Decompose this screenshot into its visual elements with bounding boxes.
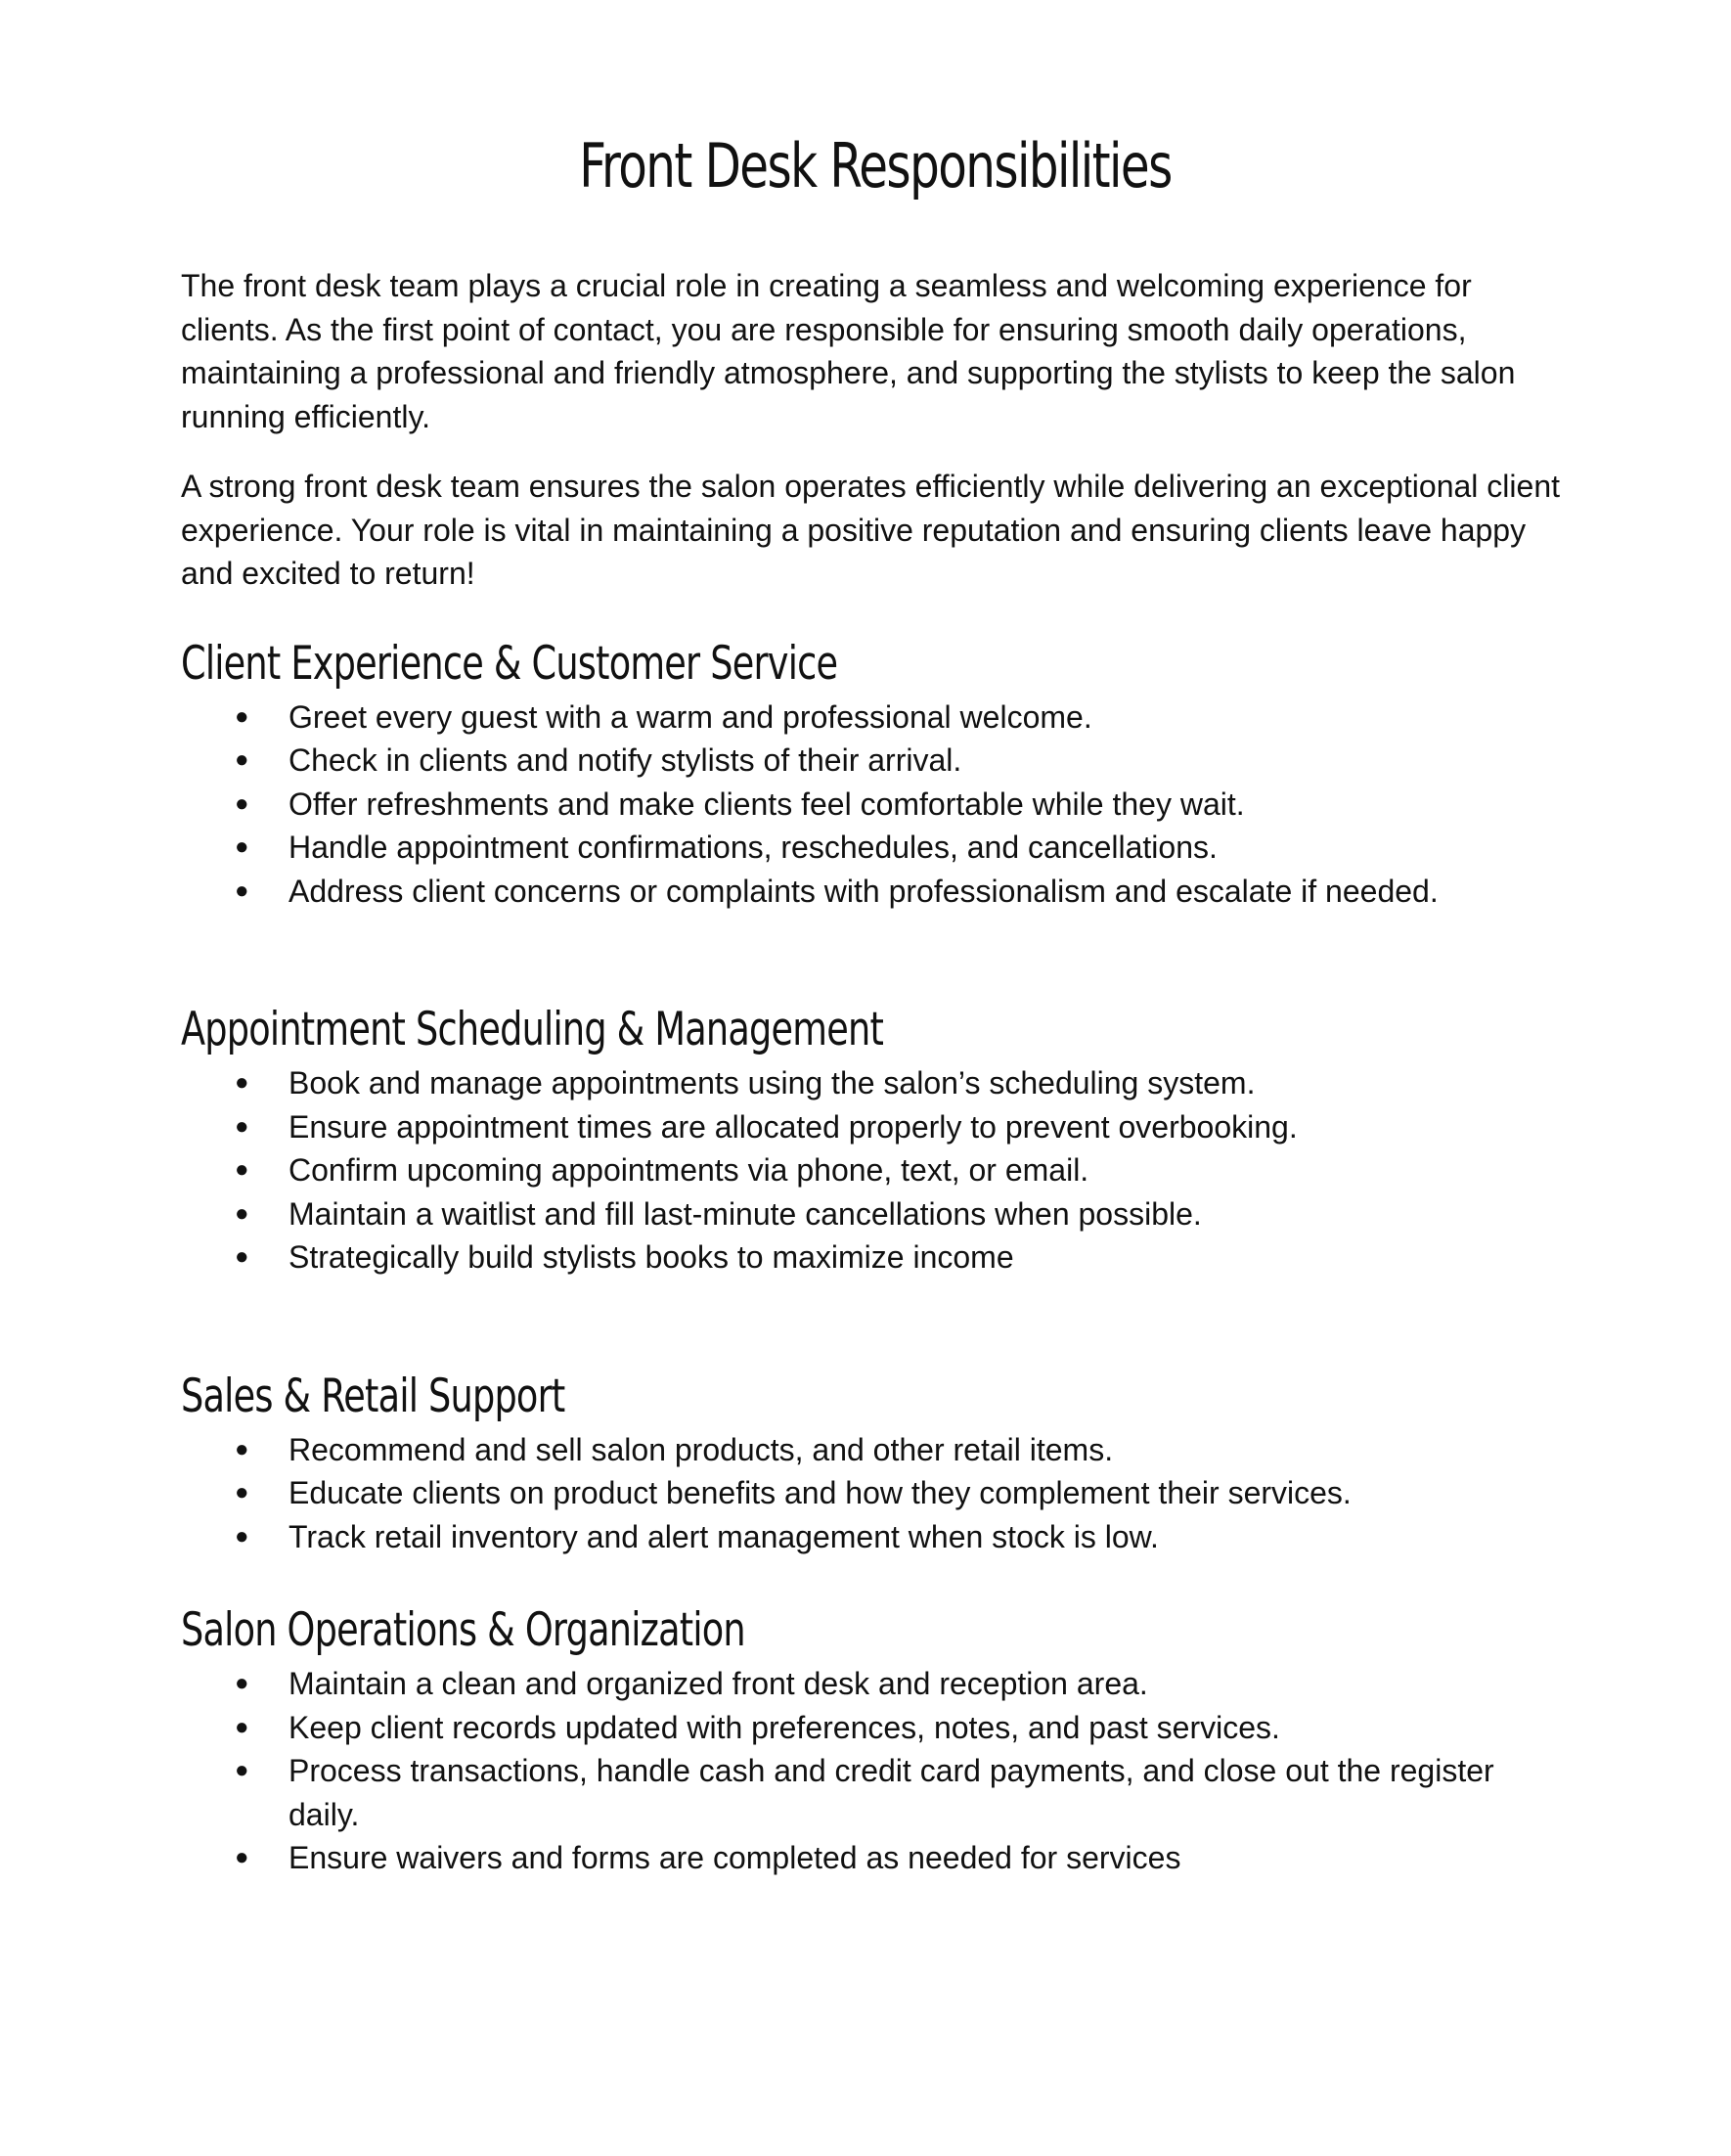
section-heading: Appointment Scheduling & Management bbox=[181, 1003, 884, 1056]
intro-paragraph: The front desk team plays a crucial role in creating a seamless and welcoming experience for clients. As the first point of contact, you are responsible for ensuring smooth daily operations, maintaining a professional and friendly atmosphere, and supporting the stylists to keep the salon running efficiently. bbox=[181, 268, 1516, 434]
bullet-icon: ● bbox=[235, 833, 249, 860]
list-item bbox=[181, 1662, 1570, 1706]
list-item-text: Handle appointment confirmations, reschedules, and cancellations. bbox=[288, 830, 1218, 865]
list-item-text: Offer refreshments and make clients feel comfortable while they wait. bbox=[288, 786, 1245, 822]
list-item-text: Strategically build stylists books to maximize income bbox=[288, 1239, 1014, 1275]
bullet-icon: ● bbox=[235, 876, 249, 904]
list-item-text: Educate clients on product benefits and how they complement their services. bbox=[288, 1475, 1352, 1510]
bullet-icon: ● bbox=[235, 1156, 249, 1183]
bullet-icon: ● bbox=[235, 1844, 249, 1870]
section-heading: Sales & Retail Support bbox=[181, 1369, 565, 1423]
bullet-list bbox=[181, 1662, 1570, 1880]
section-heading: Client Experience & Customer Service bbox=[181, 636, 838, 691]
list-item bbox=[181, 1148, 1570, 1192]
list-item bbox=[181, 783, 1570, 827]
list-item-text: Address client concerns or complaints with professionalism and escalate if needed. bbox=[288, 873, 1439, 909]
section-salon-operations bbox=[181, 1599, 1570, 1880]
bullet-icon: ● bbox=[235, 746, 249, 773]
bullet-list bbox=[181, 696, 1570, 914]
list-item bbox=[181, 1428, 1570, 1472]
bullet-list bbox=[181, 1061, 1570, 1280]
intro bbox=[181, 264, 1570, 596]
section-client-experience bbox=[181, 633, 1570, 914]
list-item-text: Book and manage appointments using the salon’s scheduling system. bbox=[288, 1065, 1256, 1100]
page-title: Front Desk Responsibilities bbox=[579, 130, 1172, 202]
list-item bbox=[181, 1515, 1570, 1559]
list-item-text: Track retail inventory and alert management when stock is low. bbox=[288, 1518, 1159, 1554]
section-heading: Salon Operations & Organization bbox=[181, 1603, 745, 1657]
bullet-list bbox=[181, 1428, 1570, 1559]
bullet-icon: ● bbox=[235, 702, 249, 730]
bullet-icon: ● bbox=[235, 1670, 249, 1696]
list-item bbox=[181, 1749, 1570, 1836]
list-item bbox=[181, 696, 1570, 740]
list-item bbox=[181, 1061, 1570, 1105]
list-item bbox=[181, 739, 1570, 783]
section-sales-retail bbox=[181, 1366, 1570, 1559]
list-item bbox=[181, 1836, 1570, 1880]
bullet-icon: ● bbox=[235, 1243, 249, 1270]
bullet-icon: ● bbox=[235, 1435, 249, 1462]
list-item-text: Maintain a clean and organized front desk and reception area. bbox=[288, 1666, 1148, 1701]
list-item-text: Process transactions, handle cash and credit card payments, and close out the register daily. bbox=[288, 1753, 1494, 1832]
list-item-text: Ensure appointment times are allocated properly to prevent overbooking. bbox=[288, 1108, 1298, 1145]
list-item bbox=[181, 826, 1570, 870]
bullet-icon: ● bbox=[235, 1479, 249, 1505]
list-item bbox=[181, 1235, 1570, 1280]
list-item bbox=[181, 1706, 1570, 1750]
bullet-icon: ● bbox=[235, 1713, 249, 1740]
list-item bbox=[181, 1192, 1570, 1236]
list-item-text: Maintain a waitlist and fill last-minute cancellations when possible. bbox=[288, 1195, 1202, 1232]
document-page bbox=[181, 127, 1570, 1880]
list-item-text: Ensure waivers and forms are completed as needed for services bbox=[288, 1840, 1181, 1875]
list-item bbox=[181, 1105, 1570, 1149]
bullet-icon: ● bbox=[235, 1757, 249, 1783]
bullet-icon: ● bbox=[235, 1069, 249, 1096]
bullet-icon: ● bbox=[235, 1199, 249, 1227]
bullet-icon: ● bbox=[235, 1112, 249, 1140]
list-item bbox=[181, 1471, 1570, 1515]
list-item-text: Greet every guest with a warm and professional welcome. bbox=[288, 698, 1092, 735]
list-item bbox=[181, 870, 1570, 914]
section-appointment-scheduling bbox=[181, 999, 1570, 1280]
bullet-icon: ● bbox=[235, 789, 249, 817]
intro-paragraph: A strong front desk team ensures the salon operates efficiently while delivering an exceptional client experience. Your role is vital in maintaining a positive reputation and ensuring clients leave happy and excited to return! bbox=[181, 469, 1560, 591]
list-item-text: Check in clients and notify stylists of their arrival. bbox=[288, 742, 962, 778]
list-item-text: Keep client records updated with preferences, notes, and past services. bbox=[288, 1709, 1280, 1745]
bullet-icon: ● bbox=[235, 1522, 249, 1550]
list-item-text: Confirm upcoming appointments via phone, text, or email. bbox=[288, 1152, 1089, 1188]
list-item-text: Recommend and sell salon products, and other retail items. bbox=[288, 1431, 1114, 1467]
